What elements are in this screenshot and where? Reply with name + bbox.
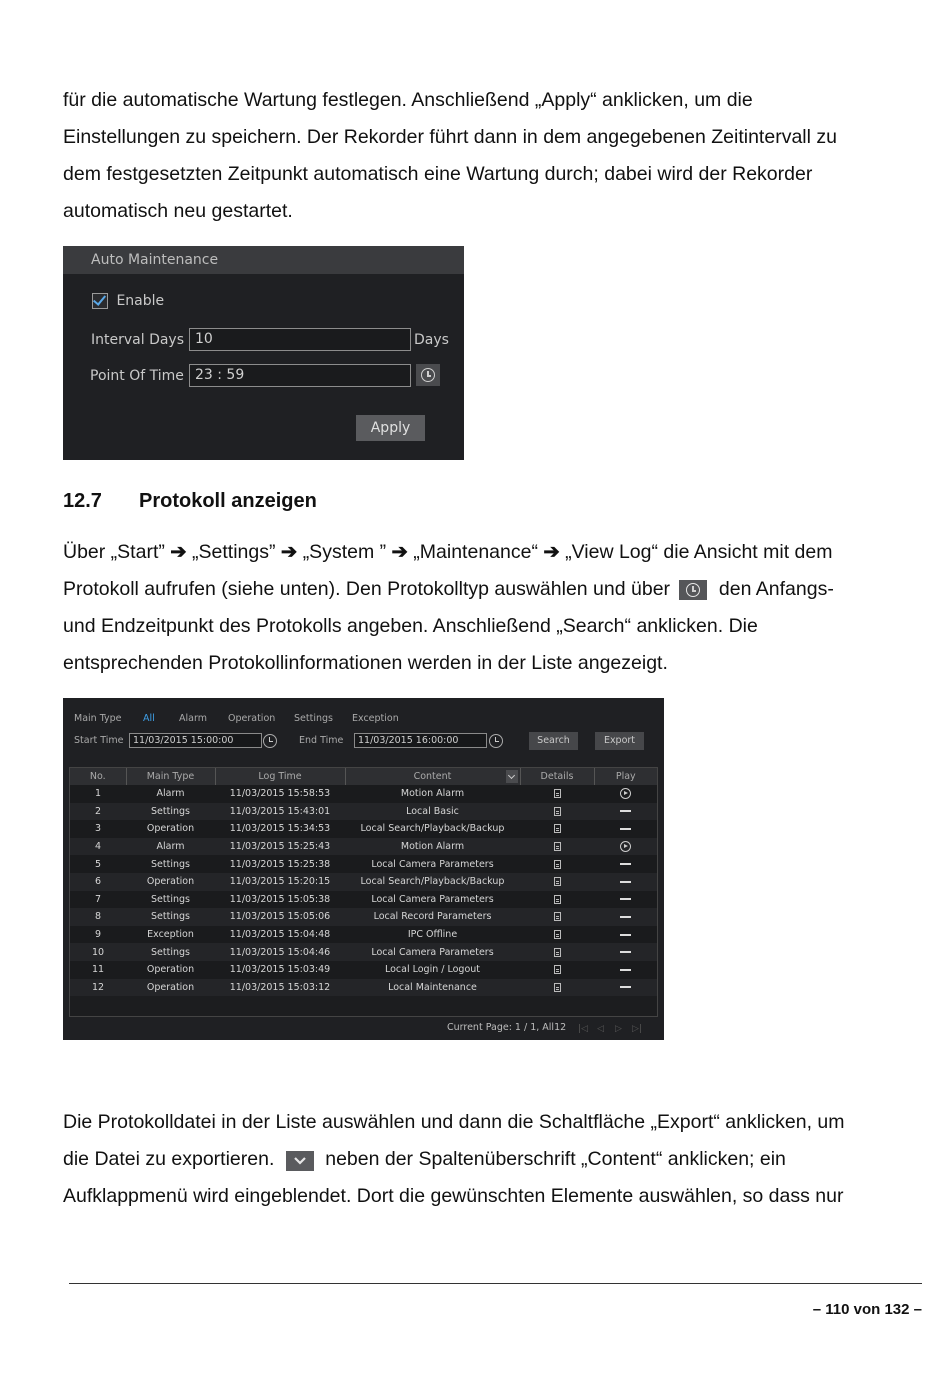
- table-row[interactable]: [70, 979, 657, 997]
- document-icon[interactable]: [554, 877, 561, 886]
- text-segment: „Maintenance“: [413, 541, 538, 563]
- next-page-icon[interactable]: ▷: [615, 1024, 622, 1034]
- tab-operation[interactable]: Operation: [228, 713, 276, 724]
- text-line: [63, 1141, 943, 1178]
- text-line: [63, 534, 943, 571]
- text-segment: „Settings”: [192, 541, 276, 563]
- document-icon[interactable]: [554, 912, 561, 921]
- end-time-label: End Time: [299, 735, 344, 746]
- cell-play: [594, 873, 657, 891]
- interval-days-input[interactable]: 10: [189, 328, 411, 351]
- cell-main-type: Operation: [126, 979, 215, 997]
- play-icon[interactable]: [620, 788, 631, 799]
- cell-log-time: 11/03/2015 15:43:01: [215, 803, 345, 821]
- cell-log-time: 11/03/2015 15:20:15: [215, 873, 345, 891]
- cell-content: Motion Alarm: [345, 838, 520, 856]
- cell-no: 11: [70, 961, 126, 979]
- dash-icon: [620, 810, 631, 812]
- clock-icon: [421, 368, 435, 382]
- section-number: 12.7: [63, 490, 102, 512]
- chevron-down-icon: [286, 1151, 314, 1171]
- prev-page-icon[interactable]: ◁: [597, 1024, 604, 1034]
- cell-log-time: 11/03/2015 15:34:53: [215, 820, 345, 838]
- cell-details: [520, 908, 594, 926]
- cell-no: 12: [70, 979, 126, 997]
- cell-main-type: Exception: [126, 926, 215, 944]
- cell-content: Local Maintenance: [345, 979, 520, 997]
- cell-details: [520, 943, 594, 961]
- column-header-no[interactable]: No.: [70, 768, 126, 785]
- cell-play: [594, 803, 657, 821]
- start-time-label: Start Time: [74, 735, 124, 746]
- document-icon[interactable]: [554, 842, 561, 851]
- text-segment: die Datei zu exportieren.: [63, 1148, 275, 1170]
- search-button[interactable]: Search: [529, 732, 578, 750]
- table-header-row: [70, 768, 657, 785]
- cell-no: 6: [70, 873, 126, 891]
- log-table-body: [70, 785, 657, 996]
- cell-no: 5: [70, 855, 126, 873]
- apply-button[interactable]: Apply: [356, 415, 425, 441]
- clock-icon[interactable]: [263, 734, 277, 748]
- document-icon[interactable]: [554, 895, 561, 904]
- dash-icon: [620, 828, 631, 830]
- cell-main-type: Settings: [126, 803, 215, 821]
- cell-no: 10: [70, 943, 126, 961]
- document-icon[interactable]: [554, 948, 561, 957]
- table-row[interactable]: [70, 891, 657, 909]
- text-line: entsprechenden Protokollinformationen werden in der Liste angezeigt.: [63, 652, 668, 674]
- cell-details: [520, 855, 594, 873]
- text-line: Einstellungen zu speichern. Der Rekorder führt dann in dem angegebenen Zeitintervall zu: [63, 126, 837, 148]
- cell-content: Local Record Parameters: [345, 908, 520, 926]
- log-table-container: [69, 767, 658, 1017]
- cell-details: [520, 979, 594, 997]
- cell-content: Local Login / Logout: [345, 961, 520, 979]
- cell-log-time: 11/03/2015 15:25:43: [215, 838, 345, 856]
- text-line: Die Protokolldatei in der Liste auswählen und dann die Schaltfläche „Export“ anklicken, um: [63, 1111, 845, 1133]
- point-of-time-input[interactable]: 23 : 59: [189, 364, 411, 387]
- cell-play: [594, 785, 657, 803]
- section-title: Protokoll anzeigen: [139, 490, 317, 512]
- cell-log-time: 11/03/2015 15:04:48: [215, 926, 345, 944]
- arrow-icon: ➔: [543, 541, 560, 563]
- cell-log-time: 11/03/2015 15:05:06: [215, 908, 345, 926]
- text-segment: „View Log“ die Ansicht mit dem: [565, 541, 833, 563]
- cell-play: [594, 961, 657, 979]
- text-line: [63, 571, 943, 608]
- checkbox-checked-icon[interactable]: [92, 293, 108, 309]
- export-button[interactable]: Export: [595, 732, 644, 750]
- table-row[interactable]: [70, 908, 657, 926]
- table-row[interactable]: [70, 820, 657, 838]
- auto-maintenance-panel: [63, 246, 464, 460]
- table-row[interactable]: [70, 803, 657, 821]
- cell-main-type: Settings: [126, 891, 215, 909]
- cell-play: [594, 855, 657, 873]
- cell-play: [594, 943, 657, 961]
- cell-log-time: 11/03/2015 15:58:53: [215, 785, 345, 803]
- cell-no: 4: [70, 838, 126, 856]
- cell-log-time: 11/03/2015 15:05:38: [215, 891, 345, 909]
- text-segment: Über „Start”: [63, 541, 165, 563]
- page-number: – 110 von 132 –: [812, 1301, 922, 1318]
- document-icon[interactable]: [554, 860, 561, 869]
- panel-title: Auto Maintenance: [63, 246, 464, 274]
- text-line: Aufklappmenü wird eingeblendet. Dort die gewünschten Elemente auswählen, so dass nur: [63, 1185, 844, 1207]
- cell-content: Local Camera Parameters: [345, 891, 520, 909]
- cell-main-type: Settings: [126, 908, 215, 926]
- enable-label: Enable: [116, 293, 165, 309]
- cell-main-type: Operation: [126, 961, 215, 979]
- table-row[interactable]: [70, 873, 657, 891]
- end-time-input[interactable]: 11/03/2015 16:00:00: [354, 733, 487, 748]
- document-icon[interactable]: [554, 965, 561, 974]
- play-icon[interactable]: [620, 841, 631, 852]
- cell-no: 8: [70, 908, 126, 926]
- column-header-content[interactable]: [345, 768, 520, 785]
- tab-all[interactable]: All: [143, 713, 155, 724]
- document-icon[interactable]: [554, 789, 561, 798]
- text-line: dem festgesetzten Zeitpunkt automatisch eine Wartung durch; dabei wird der Rekorder: [63, 163, 813, 185]
- cell-no: 7: [70, 891, 126, 909]
- footer-divider: [69, 1283, 922, 1284]
- cell-details: [520, 838, 594, 856]
- start-time-input[interactable]: 11/03/2015 15:00:00: [129, 733, 262, 748]
- cell-content: IPC Offline: [345, 926, 520, 944]
- tab-settings[interactable]: Settings: [294, 713, 333, 724]
- cell-play: [594, 820, 657, 838]
- tab-exception[interactable]: Exception: [352, 713, 399, 724]
- cell-details: [520, 820, 594, 838]
- text-line: für die automatische Wartung festlegen. Anschließend „Apply“ anklicken, um die: [63, 89, 753, 111]
- cell-no: 9: [70, 926, 126, 944]
- cell-no: 3: [70, 820, 126, 838]
- section-heading: [63, 490, 317, 513]
- dash-icon: [620, 934, 631, 936]
- last-page-icon[interactable]: ▷|: [632, 1024, 642, 1034]
- dash-icon: [620, 969, 631, 971]
- table-row[interactable]: [70, 961, 657, 979]
- cell-details: [520, 785, 594, 803]
- main-type-label: Main Type: [74, 713, 122, 724]
- document-icon[interactable]: [554, 824, 561, 833]
- cell-content: Motion Alarm: [345, 785, 520, 803]
- cell-play: [594, 838, 657, 856]
- interval-days-label: Interval Days: [91, 332, 185, 348]
- dash-icon: [620, 881, 631, 883]
- clock-icon[interactable]: [489, 734, 503, 748]
- cell-no: 1: [70, 785, 126, 803]
- cell-play: [594, 891, 657, 909]
- cell-details: [520, 873, 594, 891]
- document-icon[interactable]: [554, 983, 561, 992]
- text-segment: neben der Spaltenüberschrift „Content“ anklicken; ein: [325, 1148, 786, 1170]
- dash-icon: [620, 916, 631, 918]
- dash-icon: [620, 986, 631, 988]
- cell-details: [520, 803, 594, 821]
- intro-paragraph: [63, 82, 923, 230]
- cell-log-time: 11/03/2015 15:03:49: [215, 961, 345, 979]
- cell-play: [594, 926, 657, 944]
- column-header-content-label: Content: [413, 771, 452, 782]
- column-header-details[interactable]: Details: [520, 768, 594, 785]
- text-segment: den Anfangs-: [718, 578, 834, 600]
- view-log-panel: [63, 698, 664, 1040]
- arrow-icon: ➔: [280, 541, 298, 563]
- cell-content: Local Camera Parameters: [345, 943, 520, 961]
- cell-main-type: Settings: [126, 855, 215, 873]
- cell-log-time: 11/03/2015 15:03:12: [215, 979, 345, 997]
- cell-play: [594, 908, 657, 926]
- arrow-icon: ➔: [391, 541, 408, 563]
- days-unit-label: Days: [414, 332, 449, 348]
- table-row[interactable]: [70, 855, 657, 873]
- dash-icon: [620, 951, 631, 953]
- cell-main-type: Operation: [126, 873, 215, 891]
- navigation-paragraph: [63, 534, 943, 682]
- current-page-text: Current Page: 1 / 1, All12: [447, 1022, 567, 1033]
- document-icon[interactable]: [554, 930, 561, 939]
- enable-checkbox[interactable]: [92, 293, 164, 309]
- chevron-down-icon[interactable]: [506, 770, 518, 783]
- export-paragraph: [63, 1104, 943, 1215]
- cell-content: Local Basic: [345, 803, 520, 821]
- table-row[interactable]: [70, 785, 657, 803]
- cell-details: [520, 926, 594, 944]
- dash-icon: [620, 863, 631, 865]
- time-picker-button[interactable]: [416, 364, 440, 386]
- cell-details: [520, 961, 594, 979]
- cell-content: Local Camera Parameters: [345, 855, 520, 873]
- cell-main-type: Alarm: [126, 785, 215, 803]
- cell-play: [594, 979, 657, 997]
- column-header-main-type[interactable]: Main Type: [126, 768, 215, 785]
- text-line: automatisch neu gestartet.: [63, 200, 293, 222]
- text-segment: „System ”: [302, 541, 387, 563]
- cell-no: 2: [70, 803, 126, 821]
- cell-main-type: Settings: [126, 943, 215, 961]
- log-table: [70, 768, 657, 996]
- table-row[interactable]: [70, 838, 657, 856]
- cell-log-time: 11/03/2015 15:25:38: [215, 855, 345, 873]
- cell-main-type: Alarm: [126, 838, 215, 856]
- table-row[interactable]: [70, 943, 657, 961]
- document-icon[interactable]: [554, 807, 561, 816]
- cell-main-type: Operation: [126, 820, 215, 838]
- tab-alarm[interactable]: Alarm: [179, 713, 207, 724]
- cell-log-time: 11/03/2015 15:04:46: [215, 943, 345, 961]
- text-line: und Endzeitpunkt des Protokolls angeben. Anschließend „Search“ anklicken. Die: [63, 615, 758, 637]
- first-page-icon[interactable]: |◁: [578, 1024, 588, 1034]
- column-header-play[interactable]: Play: [594, 768, 657, 785]
- clock-icon: [679, 580, 707, 600]
- dash-icon: [620, 898, 631, 900]
- cell-details: [520, 891, 594, 909]
- column-header-log-time[interactable]: Log Time: [215, 768, 345, 785]
- table-row[interactable]: [70, 926, 657, 944]
- cell-content: Local Search/Playback/Backup: [345, 820, 520, 838]
- point-of-time-label: Point Of Time: [90, 368, 184, 384]
- arrow-icon: ➔: [170, 541, 187, 563]
- text-segment: Protokoll aufrufen (siehe unten). Den Protokolltyp auswählen und über: [63, 578, 671, 600]
- cell-content: Local Search/Playback/Backup: [345, 873, 520, 891]
